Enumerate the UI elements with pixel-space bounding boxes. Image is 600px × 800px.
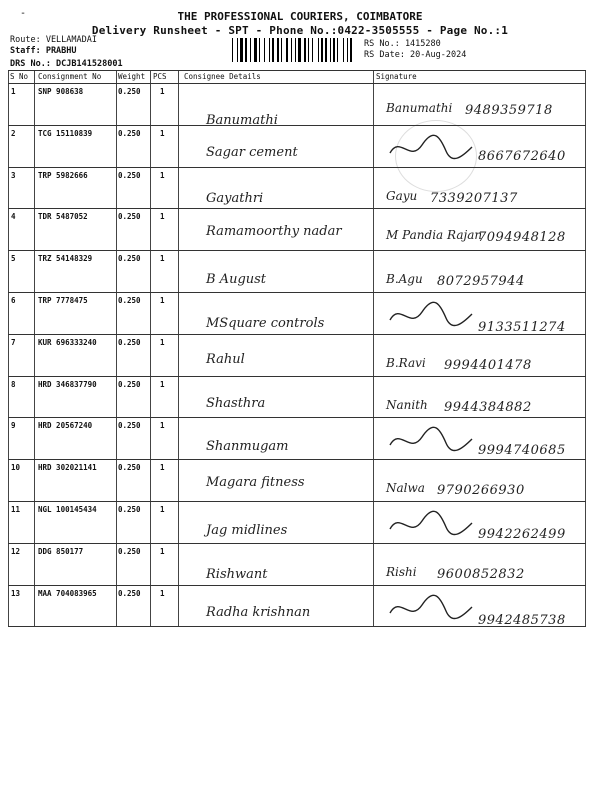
consignee-name: Radha krishnan — [206, 605, 311, 620]
weight-value: 0.250 — [118, 589, 141, 598]
consignee-name: Jag midlines — [206, 523, 288, 538]
pieces-count: 1 — [160, 547, 165, 556]
pieces-count: 1 — [160, 212, 165, 221]
row-divider — [8, 585, 586, 586]
signature-phone: 7339207137 — [430, 191, 518, 206]
row-serial-number: 13 — [11, 589, 21, 598]
barcode-bar — [308, 38, 309, 62]
barcode-bar — [318, 38, 319, 62]
consignment-number: NGL 100145434 — [38, 505, 97, 514]
row-serial-number: 5 — [11, 254, 16, 263]
consignment-number: TCG 15110839 — [38, 129, 93, 138]
pieces-count: 1 — [160, 421, 165, 430]
consignment-number: DDG 850177 — [38, 547, 84, 556]
row-serial-number: 11 — [11, 505, 21, 514]
staff-label: Staff: PRABHU — [10, 46, 77, 56]
barcode-bar — [330, 38, 331, 62]
consignment-number: TDR 5487052 — [38, 212, 88, 221]
signature-name: Banumathi — [386, 101, 453, 115]
col-header-signature: Signature — [376, 72, 417, 81]
barcode-bar — [281, 38, 282, 62]
weight-value: 0.250 — [118, 505, 141, 514]
signature-name: B.Ravi — [386, 356, 426, 370]
row-divider — [8, 376, 586, 377]
runsheet-table — [8, 70, 586, 626]
barcode-bar — [343, 38, 344, 62]
pieces-count: 1 — [160, 505, 165, 514]
weight-value: 0.250 — [118, 463, 141, 472]
barcode-bar — [245, 38, 247, 62]
consignee-name: Shasthra — [206, 396, 266, 411]
row-serial-number: 7 — [11, 338, 16, 347]
runsheet-subtitle: Delivery Runsheet - SPT - Phone No.:0422-3505555 - Page No.:1 — [91, 24, 509, 37]
pieces-count: 1 — [160, 254, 165, 263]
consignee-name: B August — [206, 272, 267, 287]
row-serial-number: 12 — [11, 547, 21, 556]
rs-number: RS No.: 1415280 — [364, 39, 441, 49]
row-serial-number: 2 — [11, 129, 16, 138]
consignee-name: Shanmugam — [206, 439, 289, 454]
corner-mark: - — [20, 8, 27, 19]
weight-value: 0.250 — [118, 421, 141, 430]
row-divider — [8, 459, 586, 460]
pieces-count: 1 — [160, 171, 165, 180]
signature-phone: 8667672640 — [478, 149, 566, 164]
row-divider — [8, 250, 586, 251]
signature-name: B.Agu — [386, 272, 423, 286]
barcode-bar — [272, 38, 274, 62]
route-label: Route: VELLAMADAI — [10, 35, 97, 45]
weight-value: 0.250 — [118, 296, 141, 305]
barcode-bar — [232, 38, 233, 62]
consignee-name: Rahul — [206, 352, 245, 367]
row-serial-number: 9 — [11, 421, 16, 430]
weight-value: 0.250 — [118, 380, 141, 389]
row-divider — [8, 167, 586, 168]
signature-name: Rishi — [386, 565, 417, 579]
consignee-name: Gayathri — [206, 191, 264, 206]
consignee-name: MSquare controls — [206, 316, 325, 331]
consignee-name: Banumathi — [206, 113, 278, 128]
signature-phone: 9942262499 — [478, 527, 566, 542]
consignee-name: Ramamoorthy nadar — [206, 224, 342, 239]
barcode-bar — [321, 38, 323, 62]
weight-value: 0.250 — [118, 547, 141, 556]
consignment-number: TRZ 54148329 — [38, 254, 93, 263]
barcode-bar — [237, 38, 238, 62]
consignment-number: SNP 908638 — [38, 87, 84, 96]
barcode-bar — [295, 38, 296, 62]
pieces-count: 1 — [160, 87, 165, 96]
row-serial-number: 4 — [11, 212, 16, 221]
barcode-bar — [298, 38, 301, 62]
col-header-sno: S No — [10, 72, 29, 81]
signature-name: Nanith — [386, 398, 428, 412]
signature-phone: 9790266930 — [437, 483, 525, 498]
weight-value: 0.250 — [118, 87, 141, 96]
pieces-count: 1 — [160, 589, 165, 598]
barcode-bar — [250, 38, 251, 62]
signature-scribble — [386, 505, 476, 541]
signature-name: M Pandia Rajan — [386, 228, 483, 242]
row-divider — [8, 292, 586, 293]
barcode-bar — [264, 38, 265, 62]
table-top-border — [8, 70, 586, 71]
signature-phone: 9133511274 — [478, 320, 566, 335]
signature-scribble — [386, 296, 476, 332]
pieces-count: 1 — [160, 463, 165, 472]
consignment-number: HRD 346837790 — [38, 380, 97, 389]
barcode-bar — [269, 38, 270, 62]
row-divider — [8, 125, 586, 126]
signature-phone: 9994401478 — [444, 358, 532, 373]
signature-name: Gayu — [386, 189, 418, 203]
consignment-number: TRP 5982666 — [38, 171, 88, 180]
signature-scribble — [386, 421, 476, 457]
barcode-bar — [240, 38, 243, 62]
pieces-count: 1 — [160, 380, 165, 389]
row-divider — [8, 208, 586, 209]
signature-phone: 9600852832 — [437, 567, 525, 582]
barcode — [232, 38, 356, 62]
signature-scribble — [386, 129, 476, 165]
weight-value: 0.250 — [118, 212, 141, 221]
company-title: THE PROFESSIONAL COURIERS, COIMBATORE — [177, 10, 423, 23]
signature-phone: 7094948128 — [478, 230, 566, 245]
barcode-bar — [291, 38, 292, 62]
barcode-bar — [304, 38, 306, 62]
signature-phone: 9942485738 — [478, 613, 566, 628]
consignment-number: KUR 696333240 — [38, 338, 97, 347]
barcode-bar — [277, 38, 279, 62]
barcode-bar — [350, 38, 352, 62]
barcode-bar — [286, 38, 288, 62]
weight-value: 0.250 — [118, 171, 141, 180]
row-serial-number: 10 — [11, 463, 21, 472]
pieces-count: 1 — [160, 129, 165, 138]
barcode-bar — [312, 38, 313, 62]
signature-phone: 9994740685 — [478, 443, 566, 458]
drs-number: DRS No.: DCJB141528001 — [10, 59, 123, 69]
row-divider — [8, 417, 586, 418]
consignee-name: Sagar cement — [206, 145, 298, 160]
signature-name: Nalwa — [386, 481, 425, 495]
consignee-name: Magara fitness — [206, 475, 305, 490]
consignment-number: TRP 7778475 — [38, 296, 88, 305]
col-header-consignment: Consignment No — [38, 72, 102, 81]
pieces-count: 1 — [160, 296, 165, 305]
col-header-consignee: Consignee Details — [184, 72, 261, 81]
weight-value: 0.250 — [118, 254, 141, 263]
col-header-pcs: PCS — [153, 72, 167, 81]
consignment-number: HRD 20567240 — [38, 421, 93, 430]
signature-phone: 9489359718 — [465, 103, 553, 118]
barcode-bar — [259, 38, 260, 62]
pieces-count: 1 — [160, 338, 165, 347]
row-serial-number: 6 — [11, 296, 16, 305]
barcode-bar — [337, 38, 338, 62]
row-divider — [8, 501, 586, 502]
row-serial-number: 3 — [11, 171, 16, 180]
weight-value: 0.250 — [118, 338, 141, 347]
signature-phone: 9944384882 — [444, 400, 532, 415]
col-header-weight: Weight — [118, 72, 146, 81]
barcode-bar — [333, 38, 335, 62]
row-divider — [8, 543, 586, 544]
barcode-bar — [325, 38, 327, 62]
barcode-bar — [254, 38, 257, 62]
signature-scribble — [386, 589, 476, 625]
row-serial-number: 1 — [11, 87, 16, 96]
consignment-number: MAA 704083965 — [38, 589, 97, 598]
header-divider — [8, 83, 586, 84]
signature-phone: 8072957944 — [437, 274, 525, 289]
barcode-bar — [347, 38, 348, 62]
consignee-name: Rishwant — [206, 567, 268, 582]
weight-value: 0.250 — [118, 129, 141, 138]
row-serial-number: 8 — [11, 380, 16, 389]
rs-date: RS Date: 20-Aug-2024 — [364, 50, 467, 60]
consignment-number: HRD 302021141 — [38, 463, 97, 472]
